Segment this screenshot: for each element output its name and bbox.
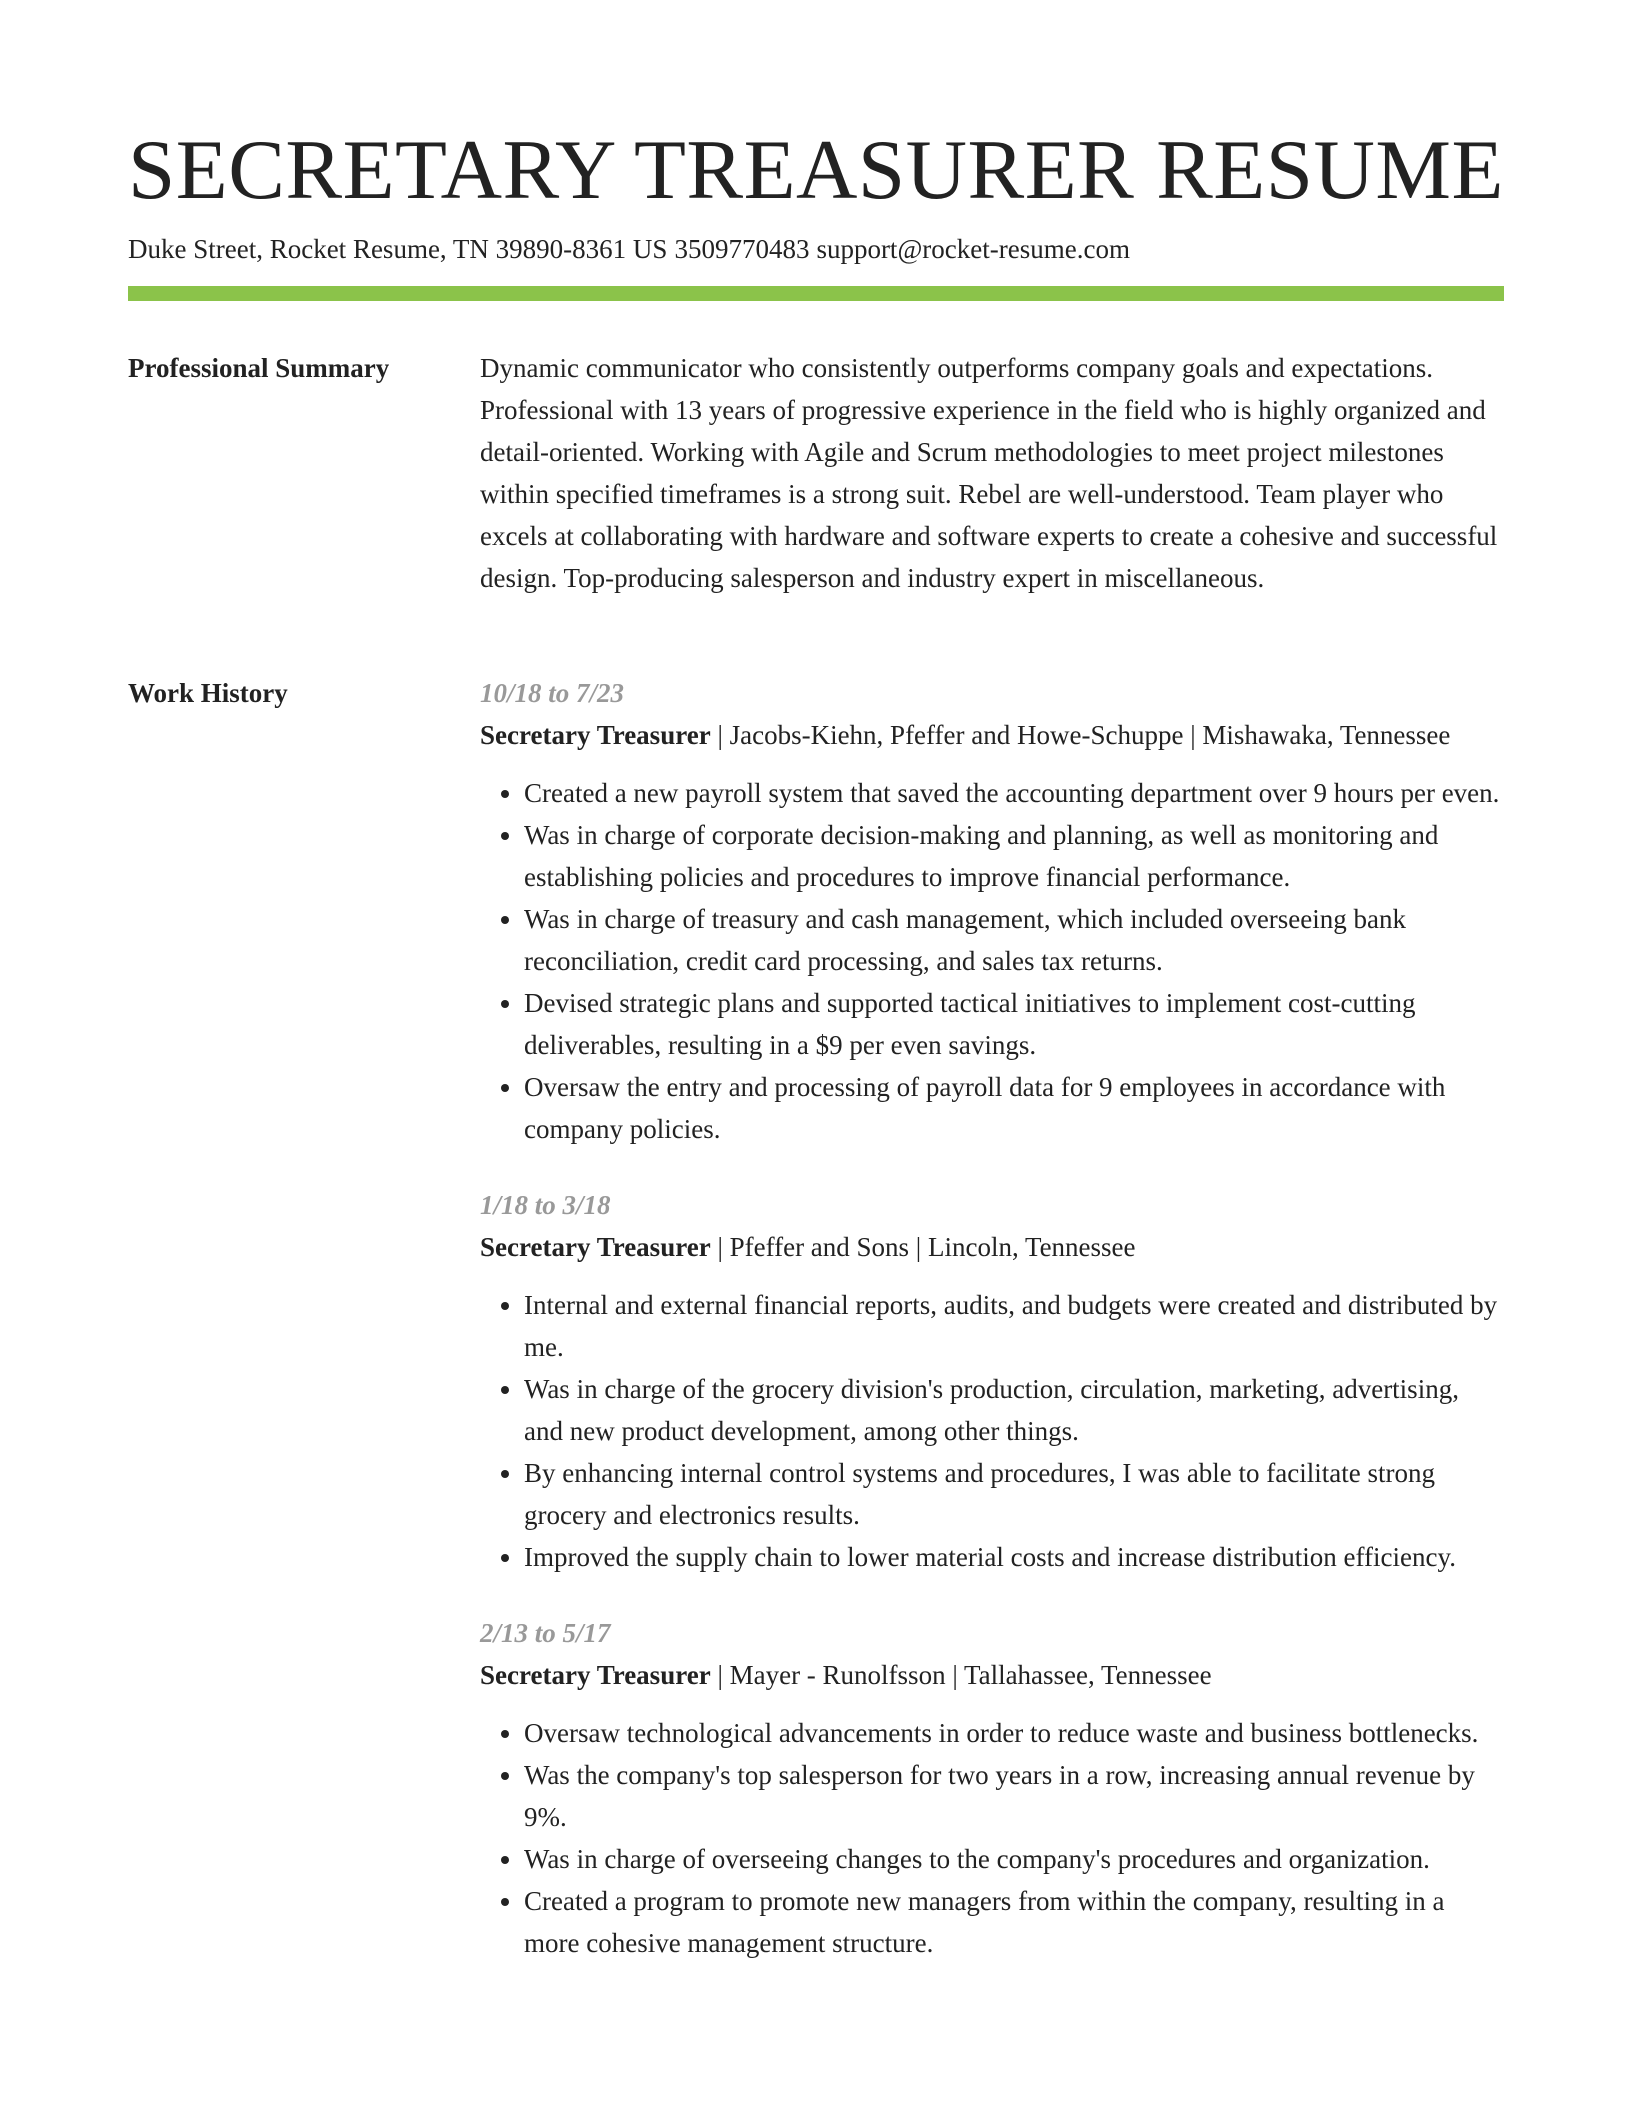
list-item: • Was in charge of corporate decision-making and planning, as well as monitoring and establishing policies and procedures to improve financial performance.: [524, 814, 1504, 898]
list-item: • By enhancing internal control systems and procedures, I was able to facilitate strong grocery and electronics results.: [524, 1452, 1504, 1536]
job-bullets: [480, 1284, 1504, 1578]
job-entry: [480, 1184, 1504, 1578]
section-title-work-history: Work History: [128, 678, 288, 708]
job-entry: [480, 1612, 1504, 1964]
list-item: • Was in charge of overseeing changes to the company's procedures and organization.: [524, 1838, 1504, 1880]
list-item: • Created a new payroll system that saved the accounting department over 9 hours per even.: [524, 772, 1504, 814]
list-item: • Internal and external financial reports, audits, and budgets were created and distributed by me.: [524, 1284, 1504, 1368]
job-dates: 10/18 to 7/23: [480, 678, 625, 708]
job-details: | Mayer - Runolfsson | Tallahassee, Tennessee: [710, 1660, 1212, 1690]
job-title: Secretary Treasurer: [480, 1660, 711, 1690]
list-item: • Created a program to promote new managers from within the company, resulting in a more cohesive management structure.: [524, 1880, 1504, 1964]
list-item: • Improved the supply chain to lower material costs and increase distribution efficiency.: [524, 1536, 1504, 1578]
job-details: | Jacobs-Kiehn, Pfeffer and Howe-Schuppe | Mishawaka, Tennessee: [710, 720, 1451, 750]
job-title: Secretary Treasurer: [480, 720, 711, 750]
accent-divider: [128, 286, 1504, 301]
job-bullets: [480, 772, 1504, 1150]
job-heading: [480, 714, 1504, 756]
summary-text: Dynamic communicator who consistently outperforms company goals and expectations. Professional with 13 years of progressive experience in the field who is highly organized and detail-oriented. Working with Agile and Scrum methodologies to meet project milestones within specified timeframes is a strong suit. Rebel are well-understood. Team player who excels at collaborating with hardware and software experts to create a cohesive and successful design. Top-producing salesperson and industry expert in miscellaneous.: [480, 353, 1498, 593]
list-item: • Was in charge of the grocery division's production, circulation, marketing, advertising, and new product development, among other things.: [524, 1368, 1504, 1452]
contact-address: Duke Street, Rocket Resume, TN 39890-8361 US: [128, 234, 668, 264]
job-details: | Pfeffer and Sons | Lincoln, Tennessee: [710, 1232, 1136, 1262]
page-title: SECRETARY TREASURER RESUME: [128, 123, 1504, 217]
list-item: • Was the company's top salesperson for two years in a row, increasing annual revenue by 9%.: [524, 1754, 1504, 1838]
contact-email: support@rocket-resume.com: [816, 234, 1130, 264]
work-history-body: [480, 672, 1504, 1998]
summary-body: [480, 347, 1504, 599]
list-item: • Was in charge of treasury and cash management, which included overseeing bank reconciliation, credit card processing, and sales tax returns.: [524, 898, 1504, 982]
job-heading: [480, 1654, 1504, 1696]
contact-info: [128, 231, 1130, 267]
list-item: • Oversaw the entry and processing of payroll data for 9 employees in accordance with company policies.: [524, 1066, 1504, 1150]
section-title-summary: Professional Summary: [128, 353, 390, 383]
job-entry: [480, 672, 1504, 1150]
job-dates: 2/13 to 5/17: [480, 1618, 611, 1648]
contact-phone: 3509770483: [674, 234, 810, 264]
job-bullets: [480, 1712, 1504, 1964]
list-item: • Devised strategic plans and supported tactical initiatives to implement cost-cutting deliverables, resulting in a $9 per even savings.: [524, 982, 1504, 1066]
job-dates: 1/18 to 3/18: [480, 1190, 611, 1220]
job-title: Secretary Treasurer: [480, 1232, 711, 1262]
list-item: • Oversaw technological advancements in order to reduce waste and business bottlenecks.: [524, 1712, 1504, 1754]
job-heading: [480, 1226, 1504, 1268]
